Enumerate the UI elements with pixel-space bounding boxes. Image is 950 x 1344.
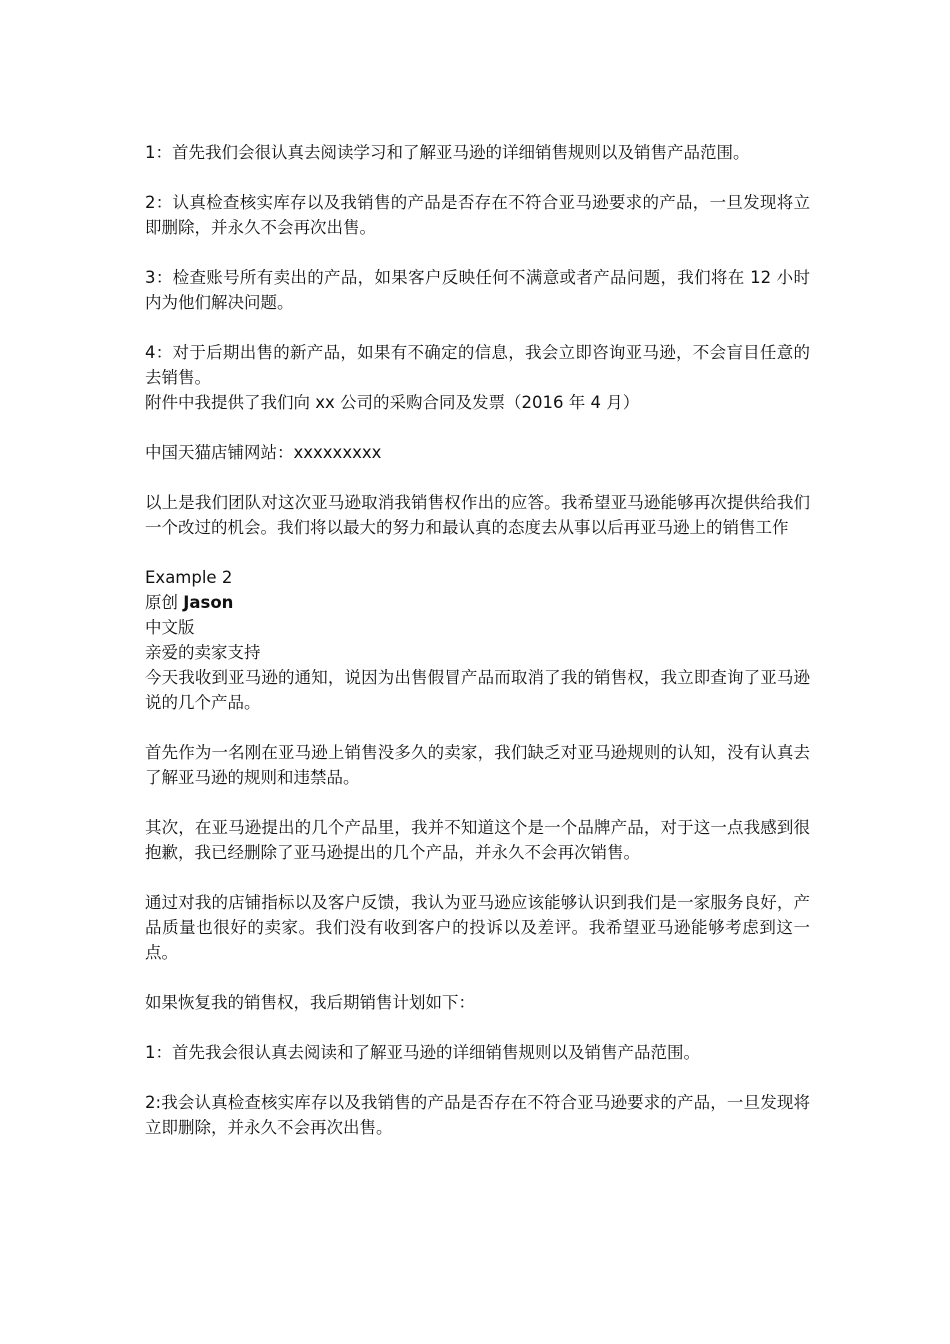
author-line (145, 590, 810, 615)
greeting: 亲爱的卖家支持 (145, 643, 261, 662)
letter-paragraph-5: 如果恢复我的销售权，我后期销售计划如下： (145, 993, 475, 1012)
document-page (145, 140, 810, 1165)
letter-paragraph-4: 通过对我的店铺指标以及客户反馈，我认为亚马逊应该能够认识到我们是一家服务良好，产品质量也很好的卖家。我们没有收到客户的投诉以及差评。我希望亚马逊能够考虑到这一点。 (145, 893, 810, 962)
version-label: 中文版 (145, 618, 195, 637)
sales-plan-item-1: 1：首先我会很认真去阅读和了解亚马逊的详细销售规则以及销售产品范围。 (145, 1043, 700, 1062)
example-heading: Example 2 (145, 568, 233, 587)
letter-paragraph-1: 今天我收到亚马逊的通知，说因为出售假冒产品而取消了我的销售权，我立即查询了亚马逊说的几个产品。 (145, 668, 810, 712)
attachment-note: 附件中我提供了我们向 xx 公司的采购合同及发票（2016 年 4 月） (145, 393, 640, 412)
author-name: Jason (183, 593, 234, 612)
store-website: 中国天猫店铺网站：xxxxxxxxx (145, 443, 382, 462)
plan-item-3: 3：检查账号所有卖出的产品，如果客户反映任何不满意或者产品问题，我们将在 12 小时内为他们解决问题。 (145, 268, 810, 312)
original-label: 原创 (145, 593, 184, 612)
letter-paragraph-2: 首先作为一名刚在亚马逊上销售没多久的卖家，我们缺乏对亚马逊规则的认知，没有认真去了解亚马逊的规则和违禁品。 (145, 743, 810, 787)
plan-item-1: 1：首先我们会很认真去阅读学习和了解亚马逊的详细销售规则以及销售产品范围。 (145, 143, 750, 162)
closing-statement: 以上是我们团队对这次亚马逊取消我销售权作出的应答。我希望亚马逊能够再次提供给我们一个改过的机会。我们将以最大的努力和最认真的态度去从事以后再亚马逊上的销售工作 (145, 493, 810, 537)
plan-item-4: 4：对于后期出售的新产品，如果有不确定的信息，我会立即咨询亚马逊，不会盲目任意的去销售。 (145, 343, 810, 387)
letter-paragraph-3: 其次，在亚马逊提出的几个产品里，我并不知道这个是一个品牌产品，对于这一点我感到很抱歉，我已经删除了亚马逊提出的几个产品，并永久不会再次销售。 (145, 818, 810, 862)
plan-item-2: 2：认真检查核实库存以及我销售的产品是否存在不符合亚马逊要求的产品，一旦发现将立即删除，并永久不会再次出售。 (145, 193, 810, 237)
sales-plan-item-2: 2:我会认真检查核实库存以及我销售的产品是否存在不符合亚马逊要求的产品，一旦发现将立即删除，并永久不会再次出售。 (145, 1093, 810, 1137)
